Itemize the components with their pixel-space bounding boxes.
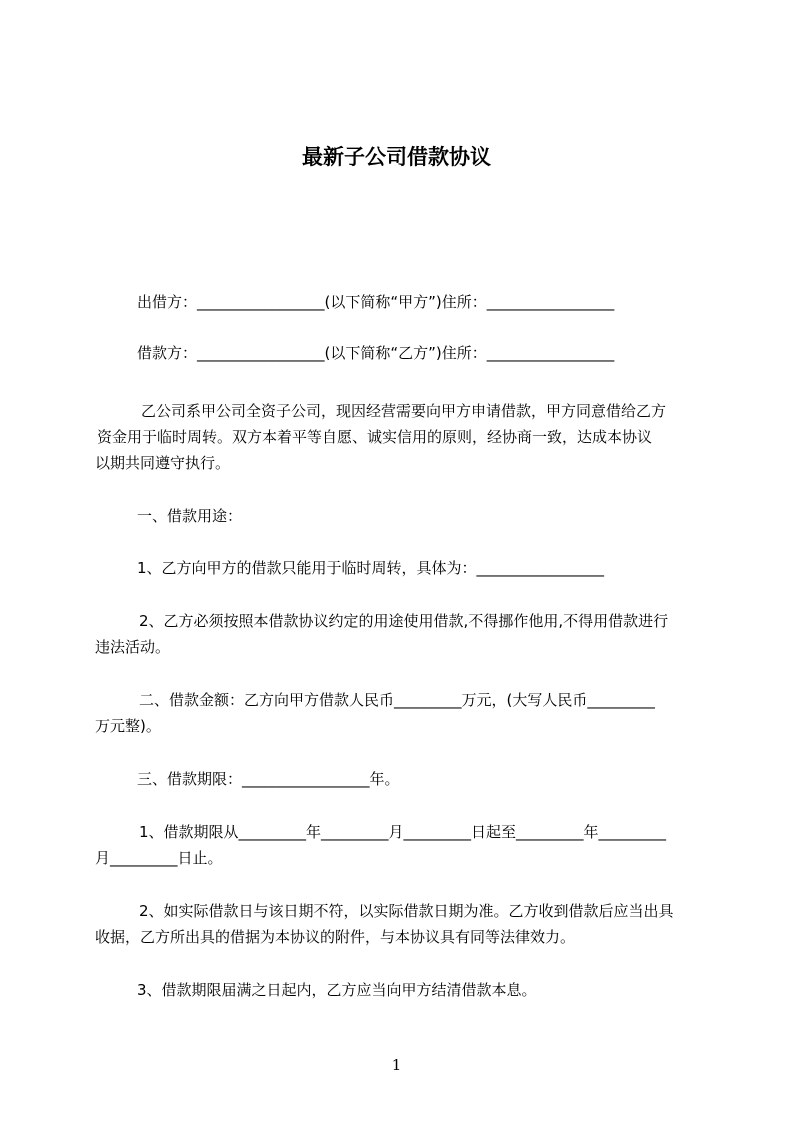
section2-line-1: 二、借款金额：乙方向甲方借款人民币_________万元，(大写人民币_________ bbox=[139, 691, 655, 709]
intro-line-3: 以期共同遵守执行。 bbox=[95, 454, 231, 472]
item1-1: 1、乙方向甲方的借款只能用于临时周转，具体为：_________________ bbox=[137, 559, 605, 577]
item3-2-line-2: 收据，乙方所出具的借据为本协议的附件，与本协议具有同等法律效力。 bbox=[95, 928, 576, 946]
page-number: 1 bbox=[391, 1056, 402, 1074]
item1-2-line-2: 违法活动。 bbox=[95, 638, 171, 656]
intro-line-2: 资金用于临时周转。双方本着平等自愿、诚实信用的原则，经协商一致，达成本协议 bbox=[97, 428, 653, 446]
section2-line-2: 万元整)。 bbox=[95, 717, 161, 735]
borrower-line: 借款方：_________________(以下简称“乙方”)住所：_________________ bbox=[137, 344, 615, 362]
document-title: 最新子公司借款协议 bbox=[302, 145, 491, 169]
item3-3: 3、借款期限届满之日起内，乙方应当向甲方结清借款本息。 bbox=[137, 981, 537, 999]
item3-2-line-1: 2、如实际借款日与该日期不符，以实际借款日期为准。乙方收到借款后应当出具 bbox=[139, 902, 674, 920]
section1-heading: 一、借款用途： bbox=[137, 507, 243, 525]
item3-1-line-1: 1、借款期限从_________年_________月_________日起至_________年_________ bbox=[139, 823, 667, 841]
item1-2-line-1: 2、乙方必须按照本借款协议约定的用途使用借款,不得挪作他用,不得用借款进行 bbox=[139, 612, 669, 630]
lender-line: 出借方：_________________(以下简称“甲方”)住所：_________________ bbox=[137, 293, 615, 311]
section3-heading: 三、借款期限：_________________年。 bbox=[137, 770, 400, 788]
intro-line-1: 乙公司系甲公司全资子公司，现因经营需要向甲方申请借款，甲方同意借给乙方 bbox=[141, 402, 667, 420]
item3-1-line-2: 月_________日止。 bbox=[95, 849, 223, 867]
